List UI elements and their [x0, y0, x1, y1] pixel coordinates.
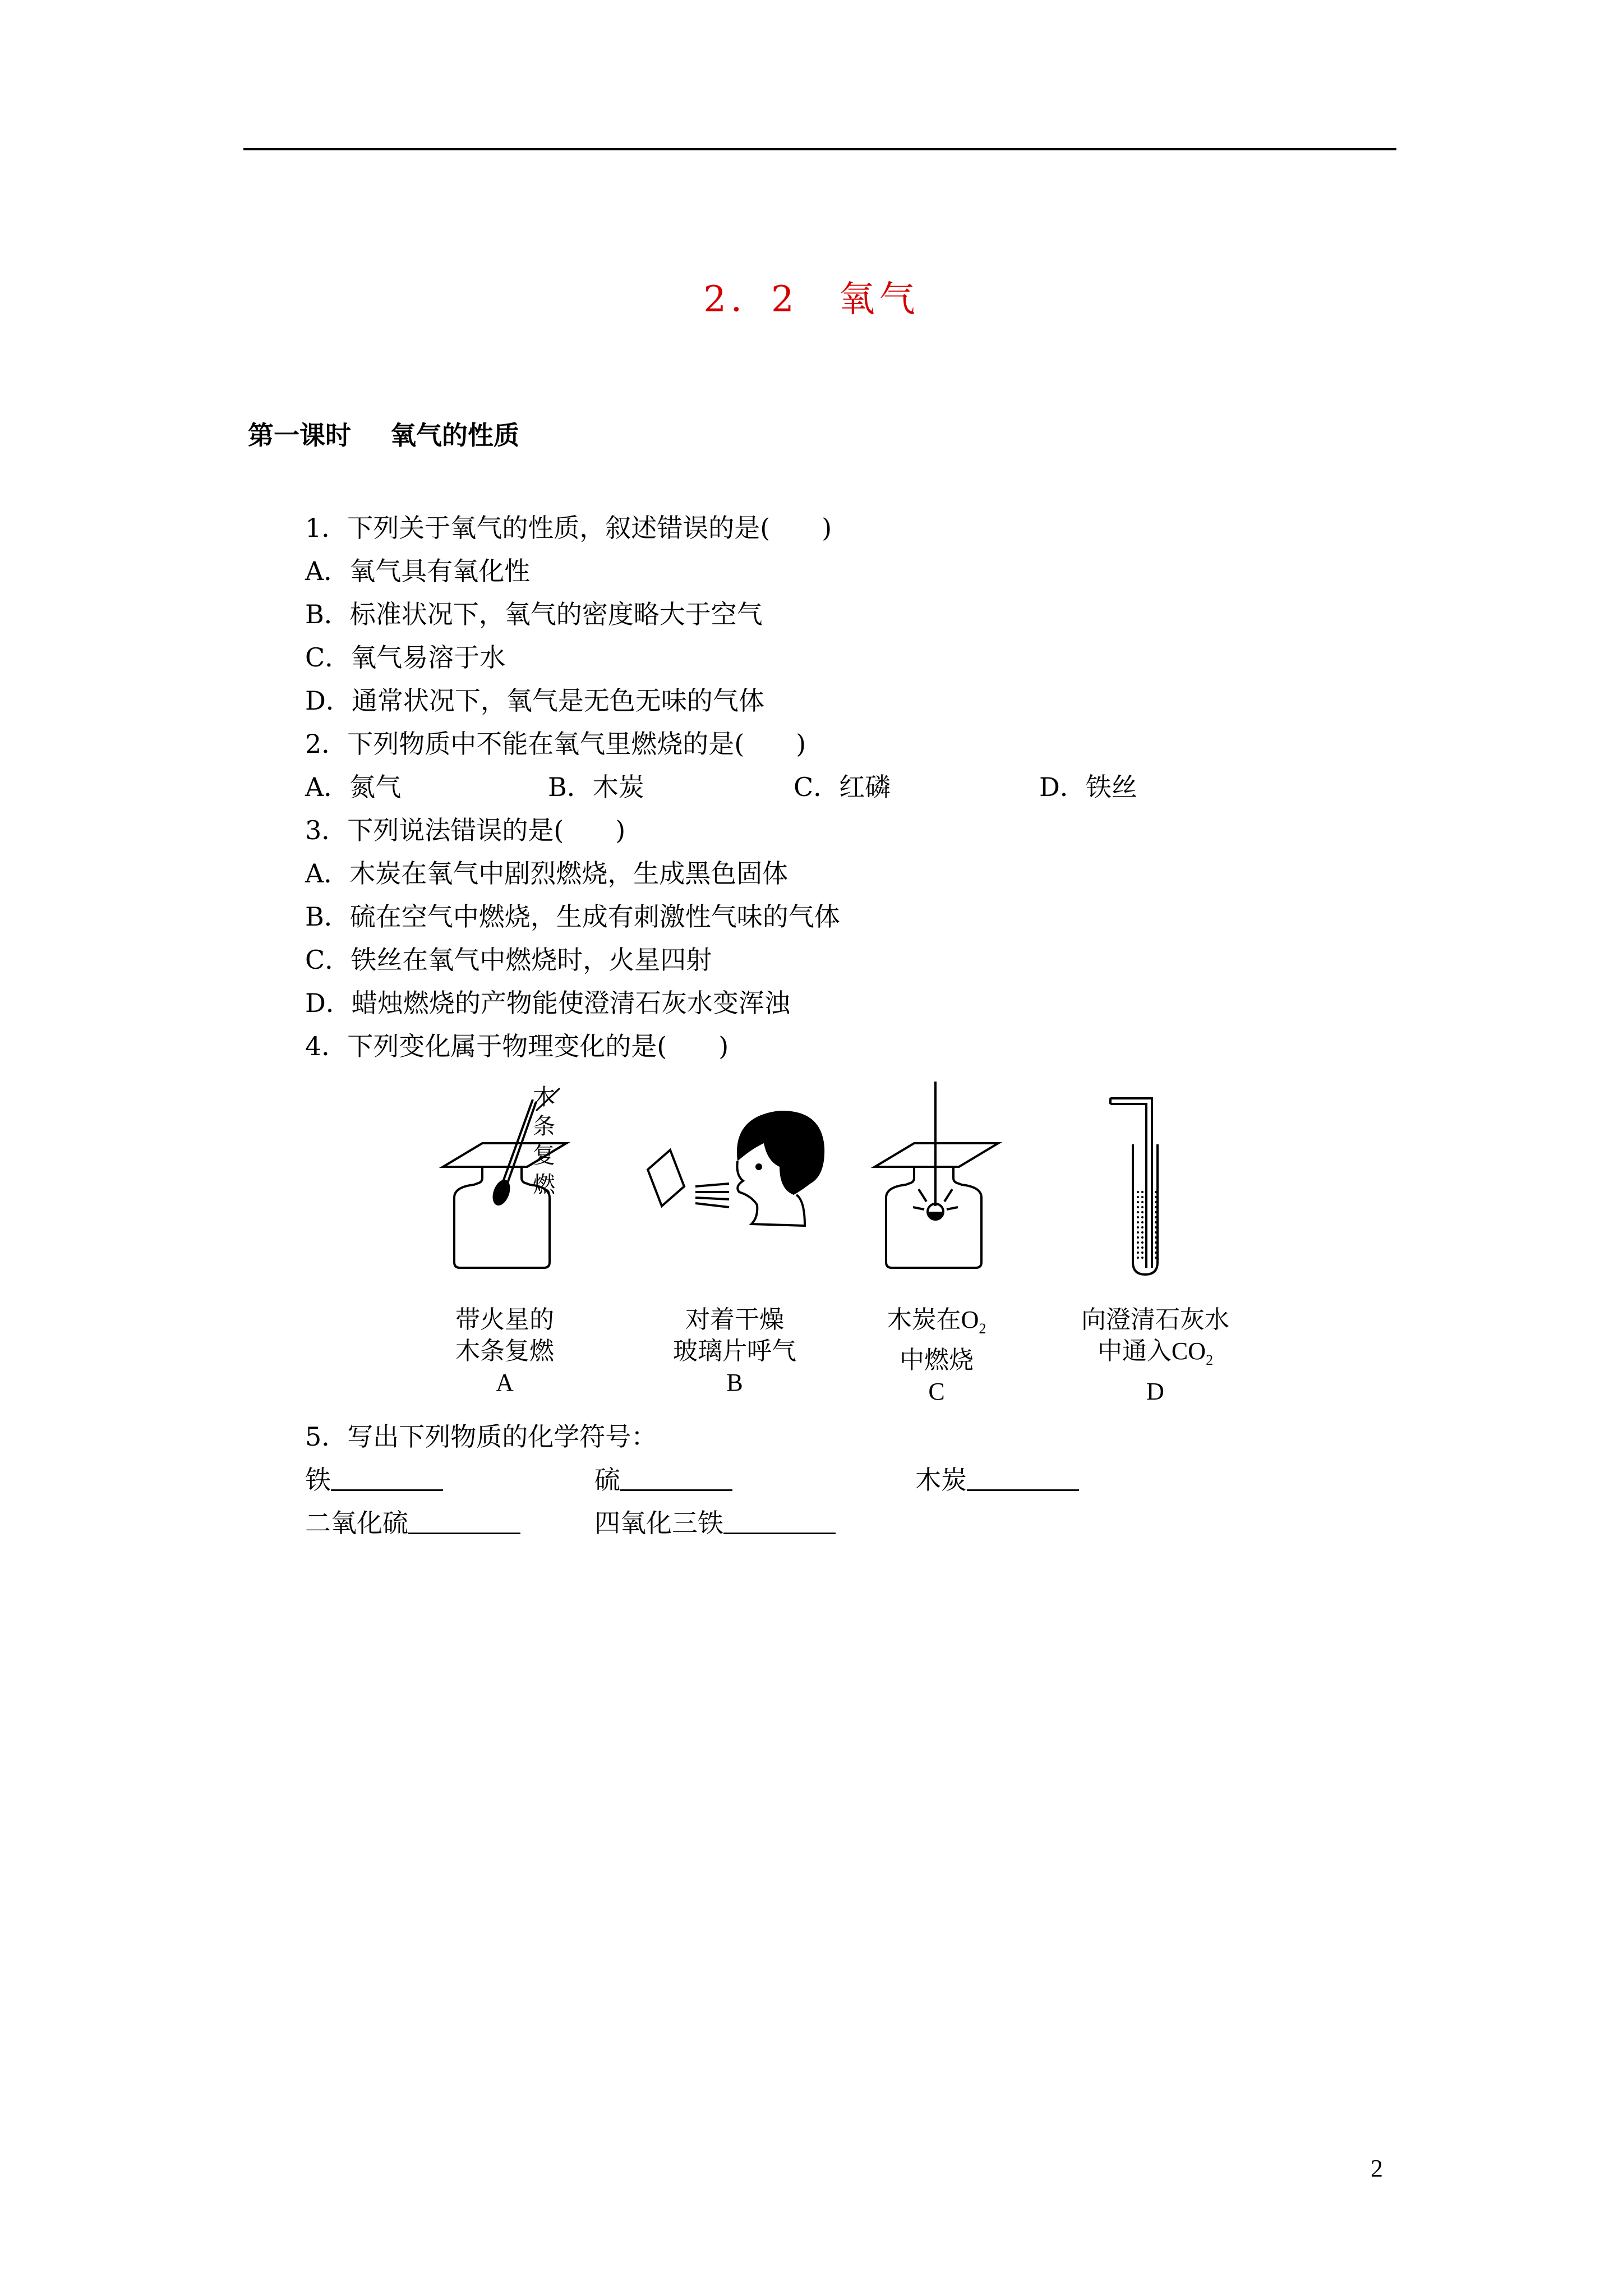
answer-iron-blank[interactable]: [331, 1465, 443, 1491]
limewater-dot: [1155, 1231, 1157, 1234]
limewater-dot: [1141, 1231, 1144, 1234]
page-number: 2: [1371, 2155, 1383, 2182]
caption-d-line2: 中通入$CO_2$: [1097, 1337, 1214, 1368]
limewater-dot: [1155, 1221, 1157, 1223]
question-3-option-a: A．木炭在氧气中剧烈燃烧，生成黑色固体: [305, 858, 789, 889]
page-title: 2．2 氧气: [703, 279, 920, 320]
limewater-dot: [1155, 1196, 1157, 1198]
question-2-option-c: C．红磷: [794, 772, 891, 802]
question-4-stem: 4．下列变化属于物理变化的是( ): [305, 1031, 729, 1061]
caption-b-line2: 玻璃片呼气: [673, 1337, 796, 1365]
answer-charcoal: 木炭: [915, 1460, 1079, 1497]
limewater-dot: [1137, 1246, 1139, 1249]
answer-iron-oxide-blank[interactable]: [723, 1508, 836, 1534]
answer-sulfur-dioxide-blank[interactable]: [408, 1508, 520, 1534]
limewater-dot: [1141, 1206, 1144, 1208]
limewater-dot: [1141, 1216, 1144, 1218]
question-3-option-d: D．蜡烛燃烧的产物能使澄清石灰水变浑浊: [305, 988, 790, 1018]
caption-c-letter: C: [928, 1377, 945, 1405]
section-heading: [248, 415, 519, 452]
callout-char-3: 复: [533, 1143, 555, 1168]
limewater-dot: [1155, 1206, 1157, 1208]
limewater-dot: [1141, 1251, 1144, 1254]
limewater-dot: [1141, 1211, 1144, 1213]
caption-a-line1: 带火星的: [455, 1306, 554, 1333]
hair: [737, 1111, 824, 1195]
limewater-dot: [1137, 1251, 1139, 1254]
limewater-dot: [1137, 1206, 1139, 1208]
limewater-dot: [1141, 1226, 1144, 1228]
limewater-dot: [1137, 1226, 1139, 1228]
question-2-option-d: D．铁丝: [1039, 772, 1137, 802]
question-5-stem: 5．写出下列物质的化学符号：: [305, 1421, 657, 1452]
question-1-option-b: B．标准状况下，氧气的密度略大于空气: [305, 599, 763, 629]
caption-c: [864, 1304, 1009, 1407]
limewater-dot: [1141, 1196, 1144, 1198]
question-3-stem: 3．下列说法错误的是( ): [305, 815, 626, 845]
limewater-dot: [1141, 1241, 1144, 1244]
bottle-c-drawing: [875, 1082, 998, 1268]
answer-iron-oxide: 四氧化三铁: [594, 1503, 836, 1540]
limewater-dot: [1141, 1236, 1144, 1239]
limewater-dot: [1155, 1236, 1157, 1239]
limewater-dot: [1141, 1221, 1144, 1223]
caption-d-letter: D: [1146, 1377, 1164, 1405]
question-1-option-d: D．通常状况下，氧气是无色无味的气体: [305, 685, 764, 716]
limewater-dot: [1137, 1221, 1139, 1223]
lesson-label: 第一课时: [248, 420, 351, 450]
lesson-topic: 氧气的性质: [390, 420, 519, 450]
limewater-dot: [1155, 1251, 1157, 1254]
caption-b: [656, 1304, 813, 1398]
caption-c-line2: 中燃烧: [900, 1346, 974, 1374]
limewater-dot: [1155, 1191, 1157, 1193]
question-2-stem: 2．下列物质中不能在氧气里燃烧的是( ): [305, 729, 806, 759]
limewater-dot: [1141, 1191, 1144, 1193]
answer-sulfur: 硫: [594, 1460, 732, 1497]
question-3-option-b: B．硫在空气中燃烧，生成有刺激性气味的气体: [305, 901, 840, 932]
header-rule: [243, 148, 1396, 150]
question-1-option-c: C．氧气易溶于水: [305, 642, 506, 673]
question-2-option-a: A．氮气: [305, 772, 402, 802]
callout-char-4: 燃: [533, 1172, 555, 1198]
question-2-option-b: B．木炭: [548, 772, 644, 802]
limewater-dot: [1137, 1257, 1139, 1259]
limewater-dot: [1137, 1231, 1139, 1234]
limewater-dot: [1137, 1216, 1139, 1218]
caption-a: [437, 1304, 572, 1398]
limewater-dot: [1137, 1196, 1139, 1198]
limewater-dot: [1137, 1241, 1139, 1244]
question-4-figure: [393, 1077, 1290, 1405]
limewater-dot: [1137, 1191, 1139, 1193]
caption-d: [1071, 1304, 1239, 1407]
glowing-splint-tip: [490, 1177, 514, 1208]
limewater-dot: [1155, 1226, 1157, 1228]
answer-charcoal-blank[interactable]: [967, 1465, 1079, 1491]
answer-iron: 铁: [305, 1460, 443, 1497]
limewater-dot: [1141, 1257, 1144, 1259]
limewater-dot: [1141, 1246, 1144, 1249]
callout-char-1: 木: [533, 1084, 555, 1110]
limewater-dot: [1155, 1246, 1157, 1249]
caption-c-line1: 木炭在$O_2$: [887, 1306, 986, 1337]
limewater-dot: [1141, 1201, 1144, 1203]
question-1-stem: 1．下列关于氧气的性质，叙述错误的是( ): [305, 513, 832, 543]
callout-char-2: 条: [533, 1114, 555, 1139]
caption-b-letter: B: [726, 1369, 743, 1396]
caption-d-line1: 向澄清石灰水: [1081, 1306, 1229, 1333]
limewater-dot: [1137, 1236, 1139, 1239]
answer-sulfur-blank[interactable]: [620, 1465, 732, 1491]
caption-a-letter: A: [496, 1369, 514, 1396]
caption-b-line1: 对着干燥: [685, 1306, 784, 1333]
caption-a-line2: 木条复燃: [455, 1337, 554, 1365]
limewater-dot: [1155, 1216, 1157, 1218]
question-1-option-a: A．氧气具有氧化性: [305, 556, 531, 586]
limewater-dot: [1155, 1201, 1157, 1203]
limewater-dot: [1155, 1211, 1157, 1213]
answer-sulfur-dioxide: 二氧化硫: [305, 1503, 520, 1540]
limewater-dot: [1137, 1201, 1139, 1203]
limewater-dot: [1155, 1257, 1157, 1259]
limewater-dot: [1155, 1241, 1157, 1244]
test-tube-d-drawing: [1110, 1098, 1158, 1274]
callout-text: [527, 1083, 561, 1199]
question-3-option-c: C．铁丝在氧气中燃烧时，火星四射: [305, 945, 712, 975]
limewater-dot: [1137, 1211, 1139, 1213]
